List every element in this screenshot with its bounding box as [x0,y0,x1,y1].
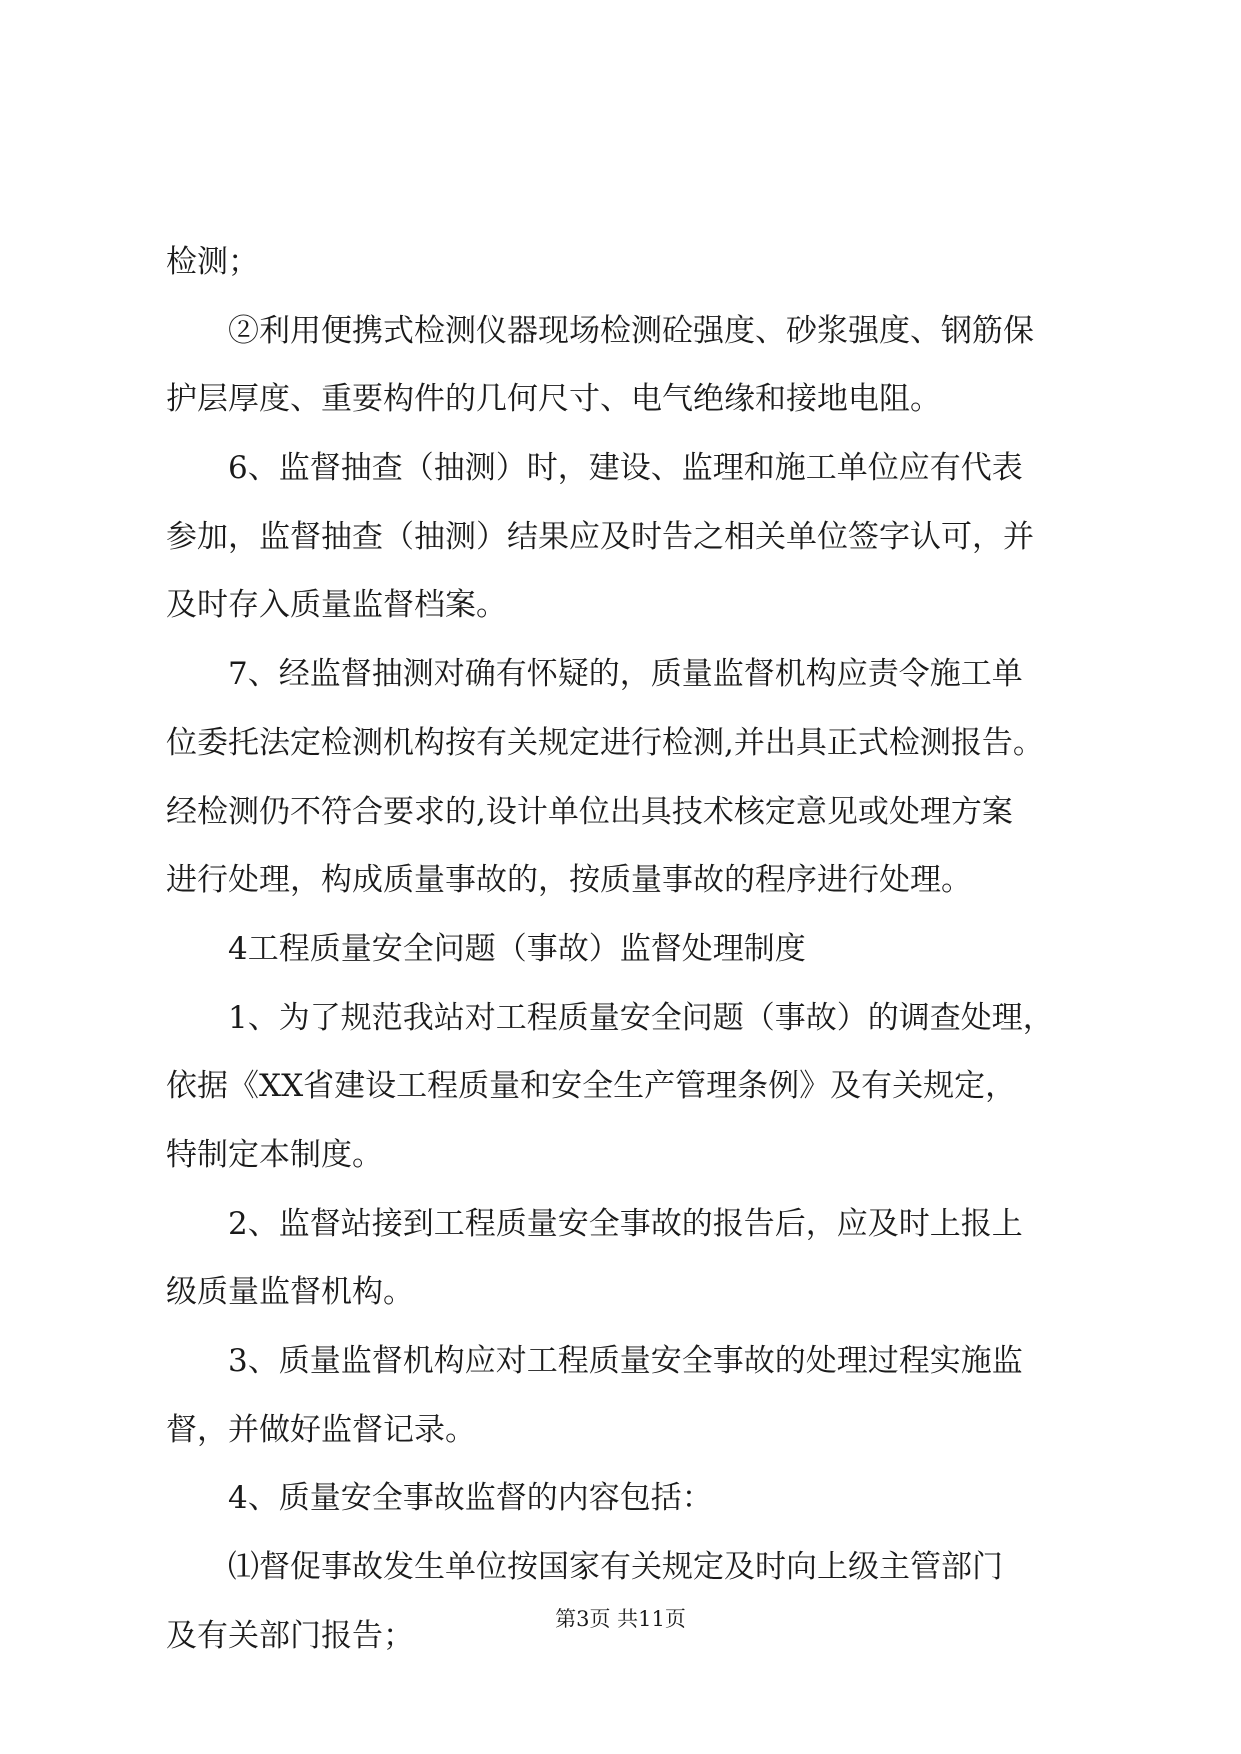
text-line: 及时存入质量监督档案。 [166,587,507,624]
text-line: 督，并做好监督记录。 [166,1411,476,1448]
text-line: 特制定本制度。 [166,1136,383,1173]
text-line: 位委托法定检测机构按有关规定进行检测,并出具正式检测报告。 [166,724,1044,761]
text-line: 4、质量安全事故监督的内容包括： [228,1480,713,1517]
text-line: 进行处理，构成质量事故的，按质量事故的程序进行处理。 [166,862,972,899]
text-line: 7、经监督抽测对确有怀疑的，质量监督机构应责令施工单 [228,656,1023,693]
text-line: 护层厚度、重要构件的几何尺寸、电气绝缘和接地电阻。 [166,381,941,418]
text-line: 参加，监督抽查（抽测）结果应及时告之相关单位签字认可，并 [166,518,1034,555]
text-line: 2、监督站接到工程质量安全事故的报告后，应及时上报上 [228,1205,1023,1242]
text-line: 1、为了规范我站对工程质量安全问题（事故）的调查处理， [228,999,1054,1036]
text-line: 级质量监督机构。 [166,1274,414,1311]
text-line: 经检测仍不符合要求的,设计单位出具技术核定意见或处理方案 [166,793,1013,830]
text-line: 6、监督抽查（抽测）时，建设、监理和施工单位应有代表 [228,450,1023,487]
text-line: ⑴督促事故发生单位按国家有关规定及时向上级主管部门 [228,1549,1003,1586]
text-line: 检测； [166,244,259,280]
body-text [166,228,1086,1670]
text-line: ②利用便携式检测仪器现场检测砼强度、砂浆强度、钢筋保 [228,312,1034,349]
section-heading: 4工程质量安全问题（事故）监督处理制度 [228,930,806,967]
page-footer: 第3页 共11页 [555,1607,686,1631]
text-line: 及有关部门报告； [166,1617,414,1654]
text-line: 3、质量监督机构应对工程质量安全事故的处理过程实施监 [228,1343,1023,1379]
text-line: 依据《XX省建设工程质量和安全生产管理条例》及有关规定， [166,1068,1017,1105]
